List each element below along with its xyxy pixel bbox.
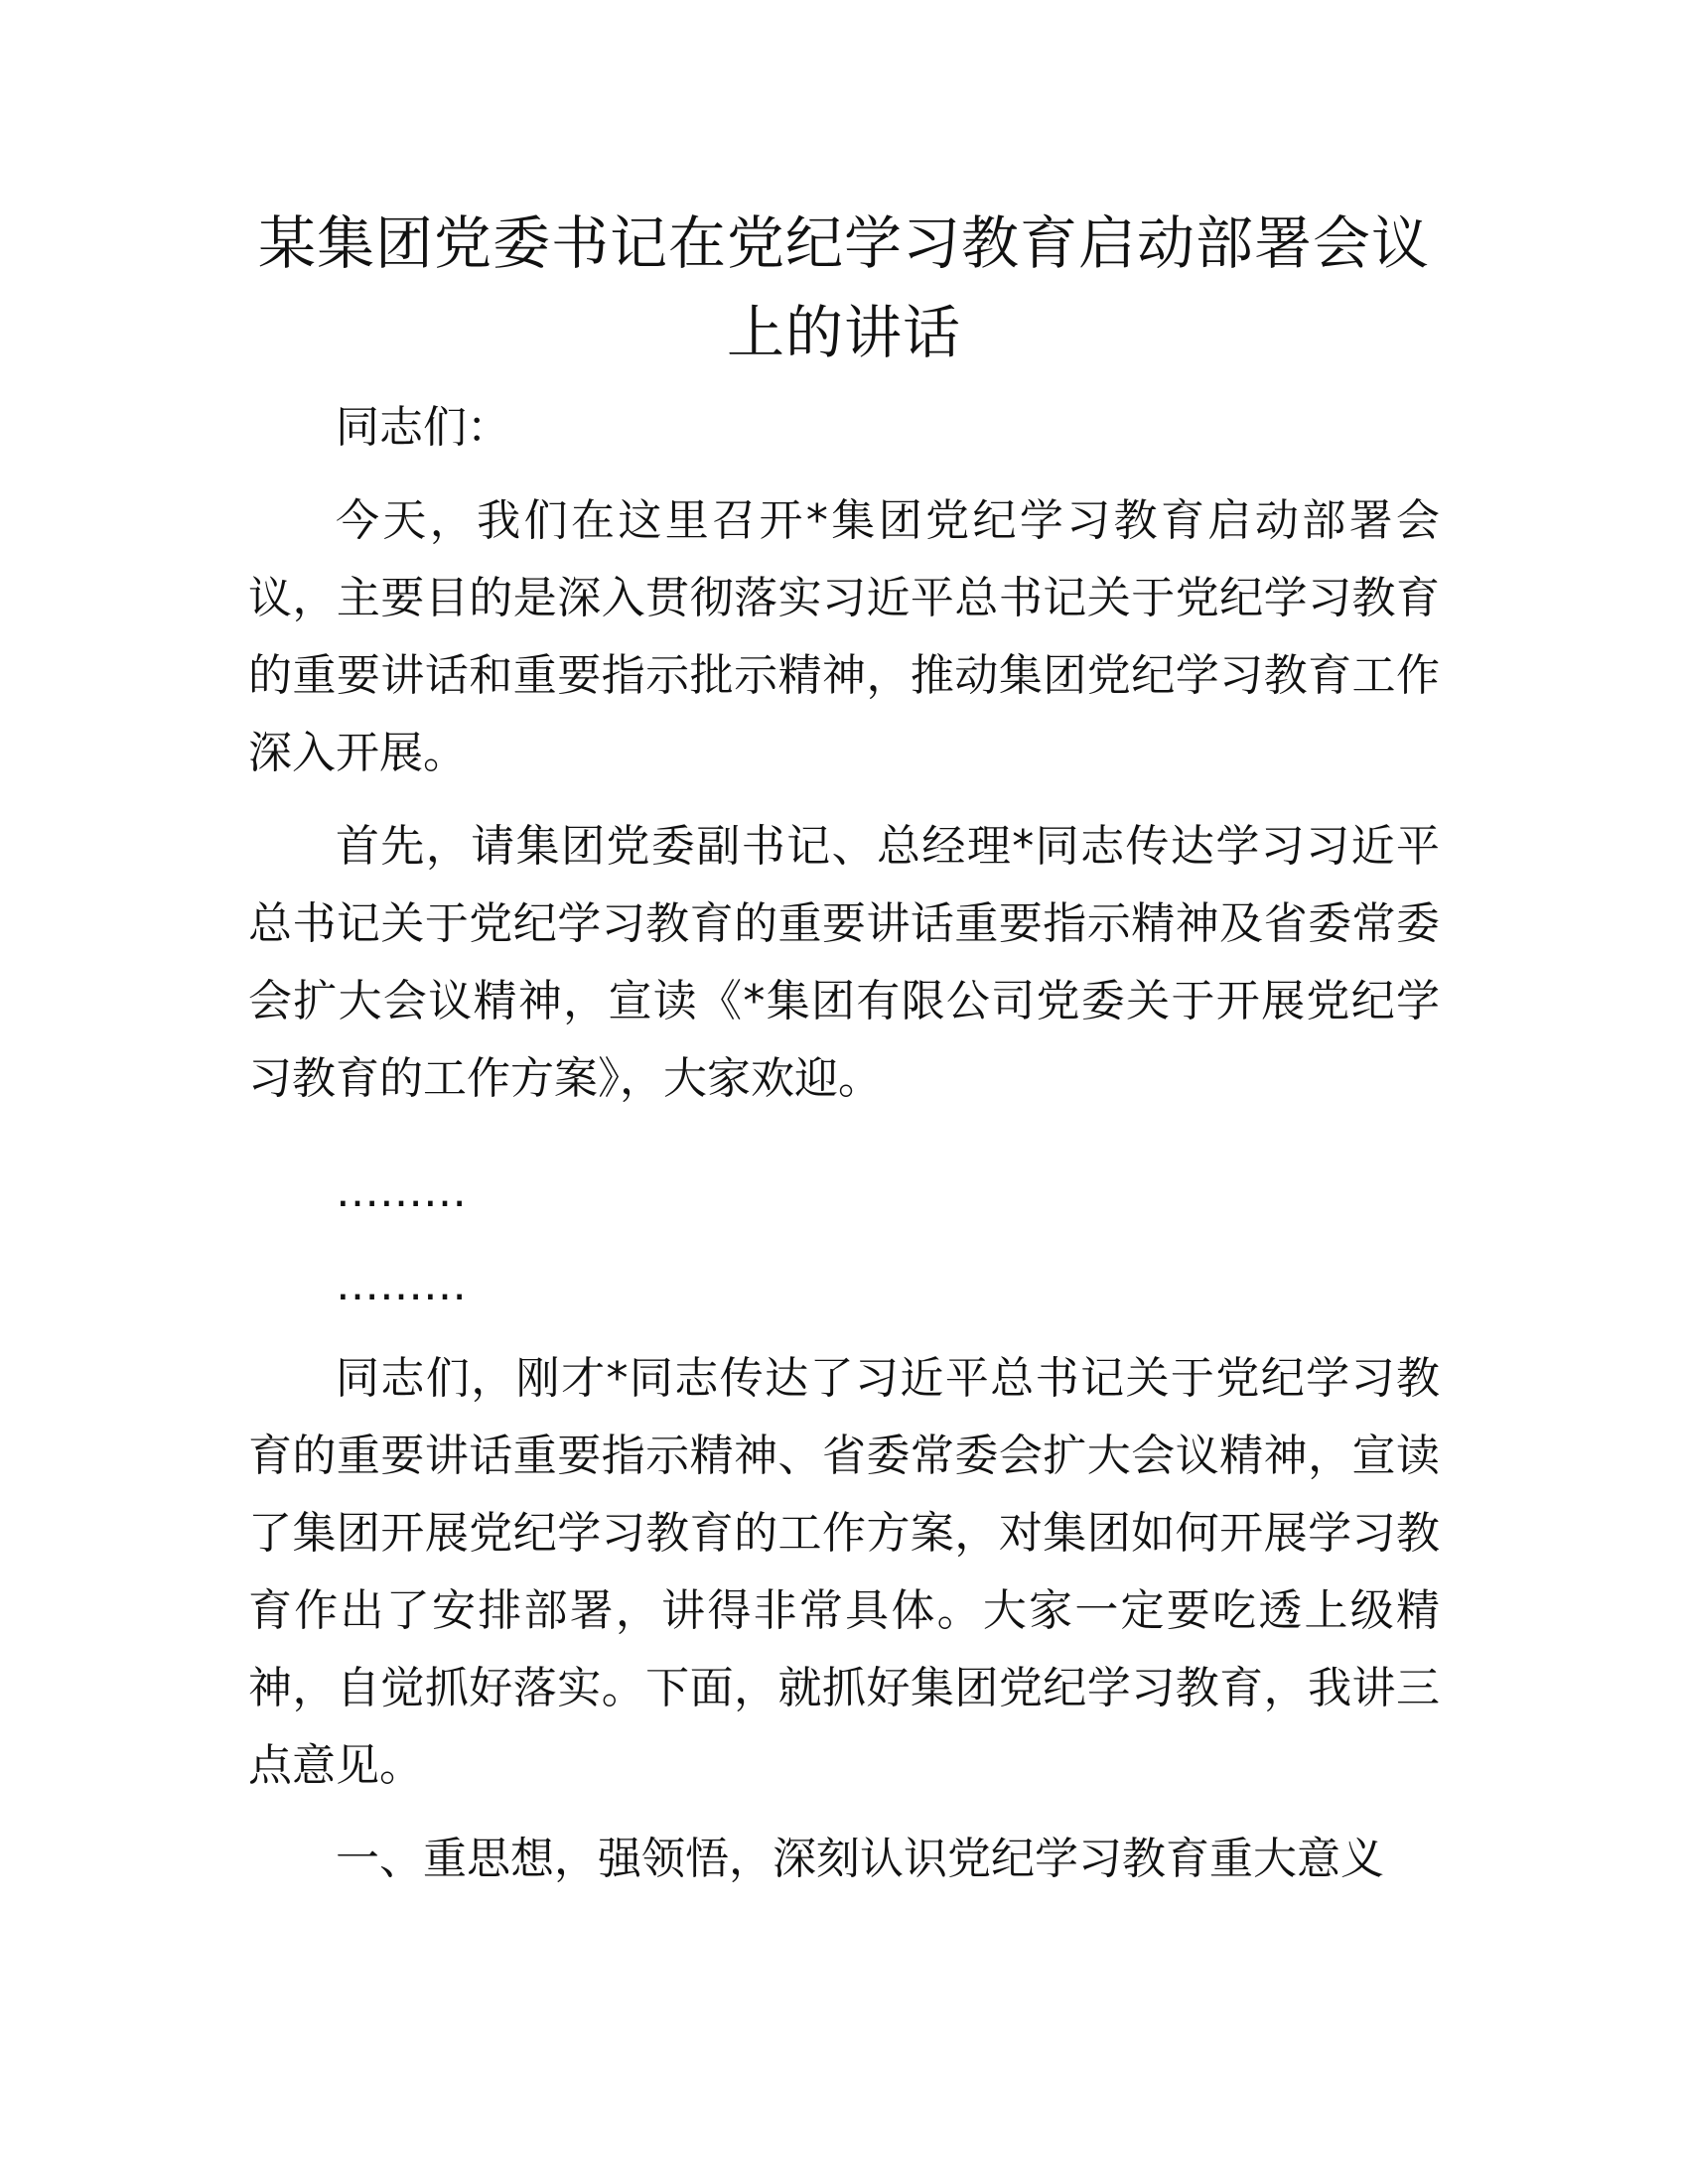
section-heading: 一、重思想，强领悟，深刻认识党纪学习教育重大意义 (336, 1834, 1384, 1884)
title-line-1: 某集团党委书记在党纪学习教育启动部署会议 (257, 209, 1430, 277)
paragraph-opening: 今天，我们在这里召开*集团党纪学习教育启动部署会议，主要目的是深入贯彻落实习近平总书记关于党纪学习教育的重要讲话和重要指示批示精神，推动集团党纪学习教育工作深入开展。 (248, 495, 1440, 778)
title-line-2: 上的讲话 (726, 299, 961, 366)
salutation: 同志们： (336, 402, 510, 453)
paragraph-introduction: 首先，请集团党委副书记、总经理*同志传达学习习近平总书记关于党纪学习教育的重要讲话重要指示精神及省委常委会扩大会议精神，宣读《*集团有限公司党委关于开展党纪学习教育的工作方案》，大家欢迎。 (248, 821, 1440, 1104)
ellipsis-line: ……… (336, 1260, 467, 1310)
document-page (248, 199, 1440, 1898)
document-title (248, 199, 1440, 377)
ellipsis-line: ……… (336, 1166, 467, 1217)
paragraph-transition: 同志们，刚才*同志传达了习近平总书记关于党纪学习教育的重要讲话重要指示精神、省委常委会扩大会议精神，宣读了集团开展党纪学习教育的工作方案，对集团如何开展学习教育作出了安排部署，讲得非常具体。大家一定要吃透上级精神，自觉抓好落实。下面，就抓好集团党纪学习教育，我讲三点意见。 (248, 1353, 1440, 1791)
